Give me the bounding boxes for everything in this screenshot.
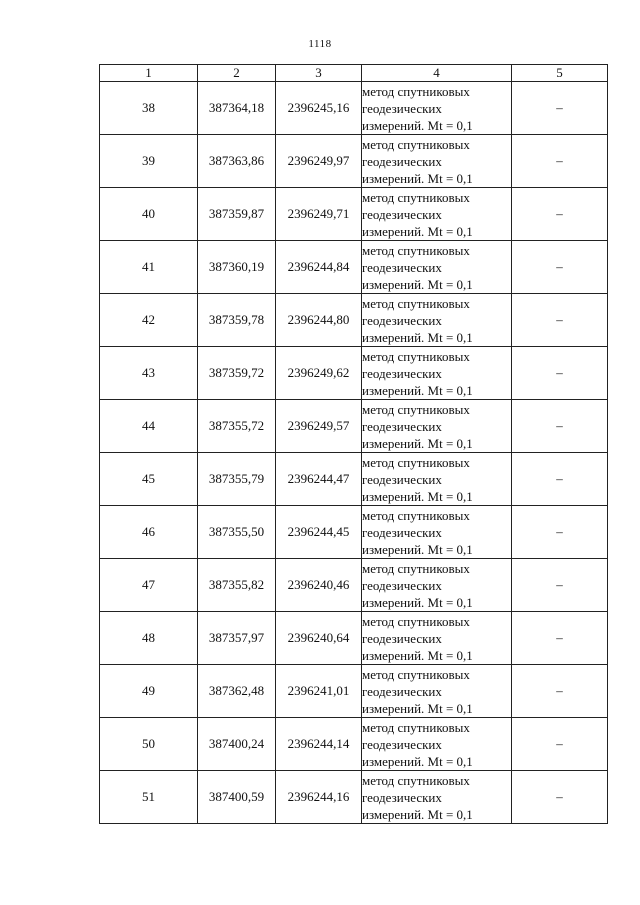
point-number-cell: 39 <box>100 135 198 188</box>
method-line: геодезических <box>362 259 442 275</box>
method-line: измерений. Mt = 0,1 <box>362 541 473 557</box>
point-number-cell: 40 <box>100 188 198 241</box>
point-number-cell: 46 <box>100 506 198 559</box>
method-cell <box>362 188 512 241</box>
table-row <box>100 294 608 347</box>
method-line: геодезических <box>362 683 442 699</box>
method-line: измерений. Mt = 0,1 <box>362 276 473 292</box>
method-cell <box>362 400 512 453</box>
method-cell <box>362 241 512 294</box>
method-line: измерений. Mt = 0,1 <box>362 117 473 133</box>
method-line: измерений. Mt = 0,1 <box>362 753 473 769</box>
method-cell <box>362 718 512 771</box>
column-header: 2 <box>198 65 276 82</box>
method-line: метод спутниковых <box>362 613 470 629</box>
y-coordinate-cell: 2396249,97 <box>276 135 362 188</box>
description-cell: – <box>512 294 608 347</box>
y-coordinate-cell: 2396249,57 <box>276 400 362 453</box>
y-coordinate-cell: 2396244,14 <box>276 718 362 771</box>
method-line: измерений. Mt = 0,1 <box>362 329 473 345</box>
method-line: измерений. Mt = 0,1 <box>362 223 473 239</box>
y-coordinate-cell: 2396240,46 <box>276 559 362 612</box>
description-cell: – <box>512 188 608 241</box>
method-line: метод спутниковых <box>362 295 470 311</box>
description-cell: – <box>512 771 608 824</box>
method-line: измерений. Mt = 0,1 <box>362 170 473 186</box>
method-line: измерений. Mt = 0,1 <box>362 647 473 663</box>
method-cell <box>362 559 512 612</box>
method-line: геодезических <box>362 153 442 169</box>
method-line: метод спутниковых <box>362 189 470 205</box>
point-number-cell: 41 <box>100 241 198 294</box>
point-number-cell: 45 <box>100 453 198 506</box>
y-coordinate-cell: 2396241,01 <box>276 665 362 718</box>
method-cell <box>362 771 512 824</box>
x-coordinate-cell: 387359,78 <box>198 294 276 347</box>
method-line: геодезических <box>362 630 442 646</box>
x-coordinate-cell: 387355,72 <box>198 400 276 453</box>
point-number-cell: 48 <box>100 612 198 665</box>
method-line: измерений. Mt = 0,1 <box>362 700 473 716</box>
y-coordinate-cell: 2396244,84 <box>276 241 362 294</box>
description-cell: – <box>512 612 608 665</box>
y-coordinate-cell: 2396244,80 <box>276 294 362 347</box>
point-number-cell: 42 <box>100 294 198 347</box>
column-header: 1 <box>100 65 198 82</box>
point-number-cell: 38 <box>100 82 198 135</box>
description-cell: – <box>512 453 608 506</box>
point-number-cell: 49 <box>100 665 198 718</box>
method-line: геодезических <box>362 524 442 540</box>
description-cell: – <box>512 718 608 771</box>
method-line: геодезических <box>362 577 442 593</box>
point-number-cell: 51 <box>100 771 198 824</box>
method-line: геодезических <box>362 789 442 805</box>
y-coordinate-cell: 2396245,16 <box>276 82 362 135</box>
method-line: метод спутниковых <box>362 560 470 576</box>
column-header: 5 <box>512 65 608 82</box>
description-cell: – <box>512 506 608 559</box>
method-cell <box>362 612 512 665</box>
table-row <box>100 188 608 241</box>
table-row <box>100 82 608 135</box>
table-row <box>100 612 608 665</box>
table-row <box>100 453 608 506</box>
method-line: метод спутниковых <box>362 242 470 258</box>
method-line: метод спутниковых <box>362 507 470 523</box>
table-row <box>100 665 608 718</box>
method-cell <box>362 347 512 400</box>
method-line: геодезических <box>362 418 442 434</box>
x-coordinate-cell: 387355,82 <box>198 559 276 612</box>
x-coordinate-cell: 387400,24 <box>198 718 276 771</box>
y-coordinate-cell: 2396249,71 <box>276 188 362 241</box>
point-number-cell: 43 <box>100 347 198 400</box>
method-line: геодезических <box>362 100 442 116</box>
method-line: метод спутниковых <box>362 136 470 152</box>
point-number-cell: 44 <box>100 400 198 453</box>
method-line: геодезических <box>362 365 442 381</box>
method-line: метод спутниковых <box>362 348 470 364</box>
table-row <box>100 135 608 188</box>
y-coordinate-cell: 2396244,16 <box>276 771 362 824</box>
x-coordinate-cell: 387364,18 <box>198 82 276 135</box>
method-cell <box>362 82 512 135</box>
method-line: метод спутниковых <box>362 454 470 470</box>
method-line: геодезических <box>362 312 442 328</box>
y-coordinate-cell: 2396249,62 <box>276 347 362 400</box>
method-line: измерений. Mt = 0,1 <box>362 382 473 398</box>
method-line: метод спутниковых <box>362 666 470 682</box>
description-cell: – <box>512 400 608 453</box>
y-coordinate-cell: 2396240,64 <box>276 612 362 665</box>
method-line: метод спутниковых <box>362 719 470 735</box>
method-line: геодезических <box>362 471 442 487</box>
method-line: геодезических <box>362 206 442 222</box>
method-cell <box>362 506 512 559</box>
method-cell <box>362 135 512 188</box>
description-cell: – <box>512 82 608 135</box>
description-cell: – <box>512 135 608 188</box>
method-line: метод спутниковых <box>362 83 470 99</box>
method-line: измерений. Mt = 0,1 <box>362 806 473 822</box>
table-row <box>100 241 608 294</box>
description-cell: – <box>512 347 608 400</box>
table-row <box>100 771 608 824</box>
table-header-row <box>100 65 608 82</box>
method-line: метод спутниковых <box>362 401 470 417</box>
x-coordinate-cell: 387362,48 <box>198 665 276 718</box>
x-coordinate-cell: 387359,72 <box>198 347 276 400</box>
column-header: 3 <box>276 65 362 82</box>
x-coordinate-cell: 387355,50 <box>198 506 276 559</box>
page-number: 1118 <box>308 38 332 50</box>
method-line: измерений. Mt = 0,1 <box>362 488 473 504</box>
description-cell: – <box>512 241 608 294</box>
y-coordinate-cell: 2396244,45 <box>276 506 362 559</box>
y-coordinate-cell: 2396244,47 <box>276 453 362 506</box>
description-cell: – <box>512 665 608 718</box>
x-coordinate-cell: 387359,87 <box>198 188 276 241</box>
column-header: 4 <box>362 65 512 82</box>
method-cell <box>362 453 512 506</box>
method-cell <box>362 665 512 718</box>
method-line: измерений. Mt = 0,1 <box>362 435 473 451</box>
point-number-cell: 47 <box>100 559 198 612</box>
table-row <box>100 400 608 453</box>
table-row <box>100 718 608 771</box>
x-coordinate-cell: 387355,79 <box>198 453 276 506</box>
description-cell: – <box>512 559 608 612</box>
method-cell <box>362 294 512 347</box>
table-row <box>100 559 608 612</box>
table-row <box>100 506 608 559</box>
method-line: измерений. Mt = 0,1 <box>362 594 473 610</box>
point-number-cell: 50 <box>100 718 198 771</box>
x-coordinate-cell: 387357,97 <box>198 612 276 665</box>
x-coordinate-cell: 387400,59 <box>198 771 276 824</box>
x-coordinate-cell: 387360,19 <box>198 241 276 294</box>
method-line: геодезических <box>362 736 442 752</box>
table-row <box>100 347 608 400</box>
x-coordinate-cell: 387363,86 <box>198 135 276 188</box>
coordinates-table <box>99 64 608 824</box>
method-line: метод спутниковых <box>362 772 470 788</box>
